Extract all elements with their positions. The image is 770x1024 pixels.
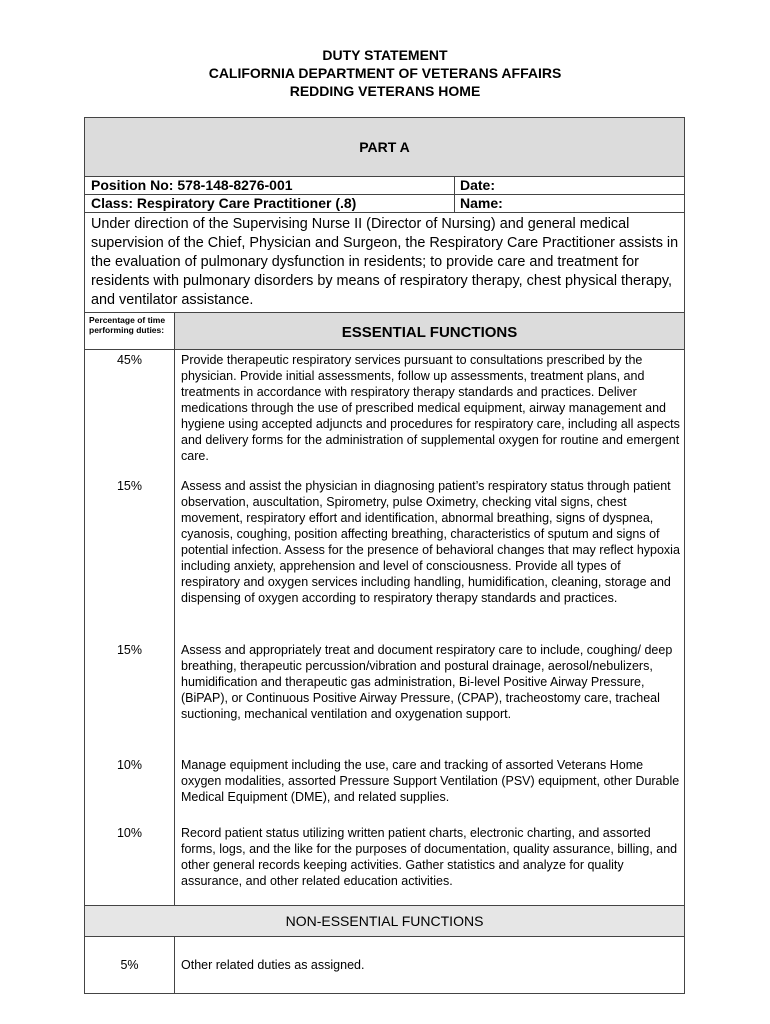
function-row: [85, 755, 684, 823]
header-department: CALIFORNIA DEPARTMENT OF VETERANS AFFAIRS: [208, 65, 562, 81]
position-summary: Under direction of the Supervising Nurse II (Director of Nursing) and general medical supervision of the Chief, Physician and Surgeon, the Respiratory Care Practitioner assists in the evaluation of pulmonary dysfunction in residents; to provide care and treatment for residents with pulmonary disorders by means of respiratory therapy, chest physical therapy, and ventilator assistance.: [85, 213, 684, 313]
header-title: DUTY STATEMENT: [322, 47, 448, 63]
position-row: [85, 177, 684, 195]
function-row: [85, 640, 684, 755]
position-number: Position No: 578-148-8276-001: [85, 177, 455, 194]
function-description: Manage equipment including the use, care and tracking of assorted Veterans Home oxygen modalities, assorted Pressure Support Ventilation (PSV) equipment, other Durable Medical Equipment (DME), and related supplies.: [181, 758, 680, 804]
date-label: Date:: [460, 177, 496, 193]
non-essential-functions-header: NON-ESSENTIAL FUNCTIONS: [85, 905, 684, 937]
function-percentage: 15%: [85, 640, 175, 755]
header-facility: REDDING VETERANS HOME: [289, 83, 481, 99]
non-essential-row: [85, 937, 684, 993]
essential-functions-header: [85, 313, 684, 350]
essential-functions-title: ESSENTIAL FUNCTIONS: [341, 324, 518, 341]
function-percentage: 15%: [85, 476, 175, 640]
function-percentage: 45%: [85, 350, 175, 476]
function-percentage: 10%: [85, 823, 175, 905]
function-row: [85, 476, 684, 640]
class-row: [85, 195, 684, 213]
function-description: Assess and assist the physician in diagnosing patient’s respiratory status through patient observation, auscultation, Spirometry, pulse Oximetry, checking vital signs, chest movement, respiratory effort and identification, abnormal breathing, signs of dyspnea, cyanosis, coughing, position affecting breathing, characteristics of sputum and signs of potential infection. Assess for the presence of behavioral changes that may reflect hypoxia including anxiety, apprehension and level of consciousness. Provide all types of respiratory and oxygen services including handling, humidification, cleaning, storage and dispensing of oxygen according to respiratory therapy standards and practices.: [181, 479, 680, 605]
function-row: [85, 350, 684, 476]
function-description: Other related duties as assigned.: [181, 958, 365, 972]
duty-statement-table: [84, 117, 685, 994]
function-row: [85, 823, 684, 905]
name-label: Name:: [460, 195, 503, 211]
function-percentage: 10%: [85, 755, 175, 823]
function-percentage: 5%: [85, 937, 175, 993]
function-description: Record patient status utilizing written patient charts, electronic charting, and assorted forms, logs, and the like for the purposes of documentation, quality assurance, billing, and other general records keeping activities. Gather statistics and analyze for quality assurance, and other related education activities.: [181, 826, 678, 888]
essential-functions-list: [85, 350, 684, 905]
percentage-label: Percentage of time performing duties:: [85, 313, 175, 349]
function-description: Provide therapeutic respiratory services pursuant to consultations prescribed by the physician. Provide initial assessments, follow up assessments, treatment plans, and treatments in accordance with respiratory therapy standards and practices. Deliver medications through the use of prescribed medical equipment, airway management and hygiene using accepted adjuncts and procedures for respiratory care, including all aspects and delivery forms for the administration of supplemental oxygen for routine and emergent care.: [181, 353, 680, 463]
document-header: [0, 46, 770, 100]
function-description: Assess and appropriately treat and document respiratory care to include, coughing/ deep breathing, therapeutic percussion/vibration and postural drainage, aerosol/nebulizers, humidification and therapeutic gas administration, Bi-level Positive Airway Pressure, (BiPAP), or Continuous Positive Airway Pressure, (CPAP), tracheostomy care, tracheal suctioning, mechanical ventilation and oxygenation support.: [181, 643, 673, 721]
part-a-heading: PART A: [85, 118, 684, 177]
class-title: Class: Respiratory Care Practitioner (.8): [85, 195, 455, 212]
